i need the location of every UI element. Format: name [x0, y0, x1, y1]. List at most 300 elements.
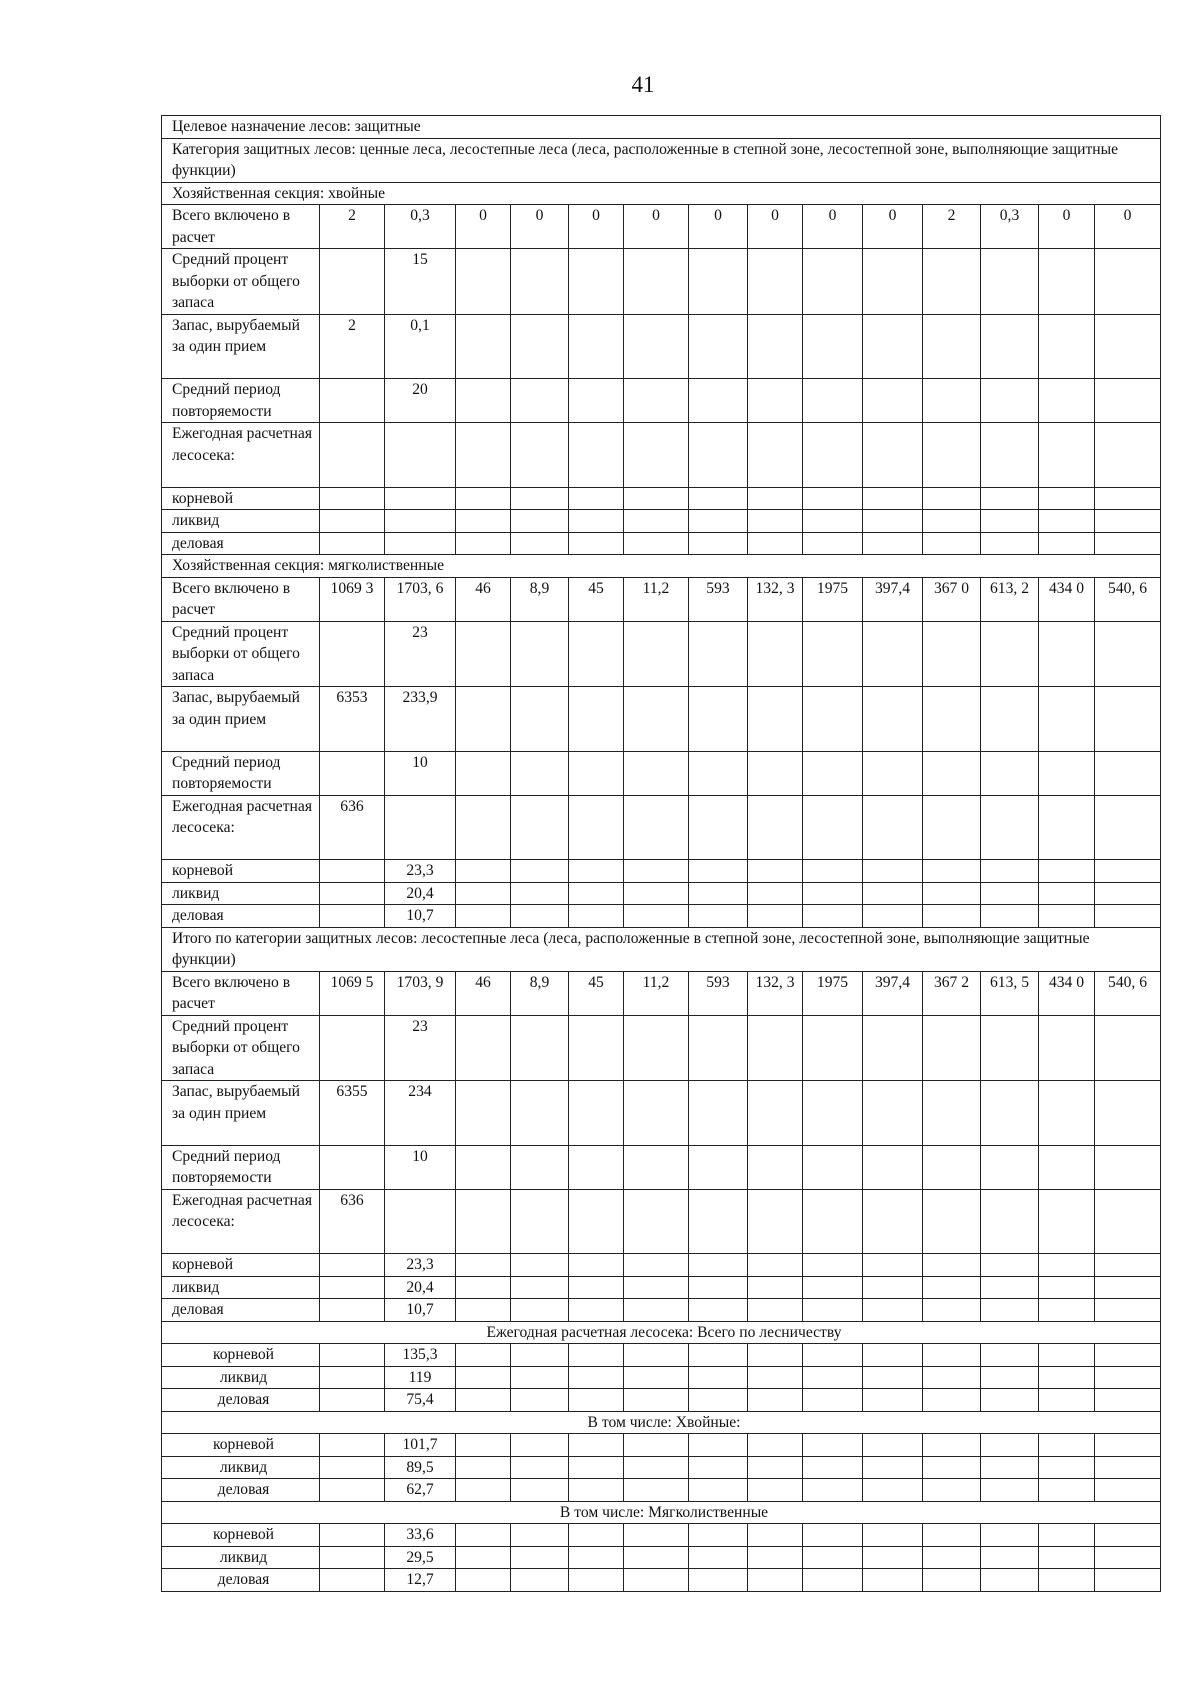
table-row [162, 1015, 1161, 1081]
table-cell [863, 905, 923, 928]
table-cell [863, 314, 923, 379]
table-row [162, 1081, 1161, 1146]
table-cell [569, 687, 624, 752]
table-cell [863, 1189, 923, 1254]
table-cell: 45 [569, 971, 624, 1015]
table-cell [923, 1366, 981, 1389]
table-cell [569, 532, 624, 555]
table-cell [320, 1479, 385, 1502]
table-cell [923, 314, 981, 379]
table-cell [689, 1015, 748, 1081]
table-cell [624, 1081, 689, 1146]
table-cell [1039, 1546, 1095, 1569]
table-cell [385, 795, 456, 860]
table-cell [863, 423, 923, 488]
table-cell [748, 795, 803, 860]
table-row [162, 1189, 1161, 1254]
table-cell [981, 314, 1039, 379]
table-cell [803, 1344, 863, 1367]
row-label: Средний период повторяемости [162, 751, 320, 795]
table-cell [385, 487, 456, 510]
table-cell: 2 [320, 314, 385, 379]
table-cell: 10 [385, 1145, 456, 1189]
table-cell [456, 249, 511, 315]
table-cell [320, 1276, 385, 1299]
table-cell [624, 1479, 689, 1502]
table-cell [511, 621, 569, 687]
table-cell [981, 1081, 1039, 1146]
row-label: Запас, вырубаемый за один прием [162, 687, 320, 752]
table-cell [1095, 1389, 1161, 1412]
table-cell [320, 751, 385, 795]
table-cell [456, 510, 511, 533]
table-cell [511, 1015, 569, 1081]
table-cell [803, 1081, 863, 1146]
table-cell [1095, 882, 1161, 905]
table-cell [624, 860, 689, 883]
table-cell [748, 882, 803, 905]
table-cell [511, 1145, 569, 1189]
table-cell [1095, 249, 1161, 315]
table-cell [320, 1524, 385, 1547]
table-cell [923, 1254, 981, 1277]
table-cell [981, 1145, 1039, 1189]
table-cell [923, 1081, 981, 1146]
table-cell [1039, 423, 1095, 488]
table-cell [689, 795, 748, 860]
table-cell [511, 1299, 569, 1322]
table-cell [1039, 1479, 1095, 1502]
table-cell [1039, 687, 1095, 752]
table-cell [748, 687, 803, 752]
table-cell [923, 1434, 981, 1457]
table-cell [803, 1189, 863, 1254]
row-label: Средний процент выборки от общего запаса [162, 249, 320, 315]
table-cell [1095, 532, 1161, 555]
table-cell [1095, 860, 1161, 883]
row-label: деловая [162, 905, 320, 928]
table-cell [320, 249, 385, 315]
table-cell [385, 423, 456, 488]
table-cell [1095, 1145, 1161, 1189]
row-label: Ежегодная расчетная лесосека: [162, 1189, 320, 1254]
table-row [162, 205, 1161, 249]
table-cell [1039, 1189, 1095, 1254]
table-cell [1039, 314, 1095, 379]
table-cell: 75,4 [385, 1389, 456, 1412]
table-cell [923, 1456, 981, 1479]
table-cell [1095, 314, 1161, 379]
allowable-cut-table [161, 115, 1161, 1592]
table-cell [511, 751, 569, 795]
table-cell [456, 1434, 511, 1457]
summary-title [162, 1411, 1161, 1434]
table-cell [689, 687, 748, 752]
table-cell [803, 1456, 863, 1479]
table-cell [511, 1389, 569, 1412]
table-cell [923, 1389, 981, 1412]
table-cell [569, 1344, 624, 1367]
table-cell [923, 1479, 981, 1502]
table-cell [689, 510, 748, 533]
table-cell [863, 1479, 923, 1502]
table-cell [456, 1344, 511, 1367]
table-cell [863, 795, 923, 860]
section-title-text: Итого по категории защитных лесов: лесостепные леса (леса, расположенные в степной зоне, лесостепной зоне, выполняющие защитные функции) [162, 927, 1161, 971]
table-cell [511, 860, 569, 883]
table-cell [863, 1546, 923, 1569]
table-cell [320, 532, 385, 555]
table-cell [803, 860, 863, 883]
table-cell [624, 687, 689, 752]
category-header-text: Категория защитных лесов: ценные леса, лесостепные леса (леса, расположенные в степной зоне, лесостепной зоне, выполняющие защитные функции) [162, 138, 1161, 182]
table-row [162, 577, 1161, 621]
table-cell [863, 751, 923, 795]
row-label: деловая [162, 1389, 320, 1412]
table-cell: 1069 3 [320, 577, 385, 621]
table-cell [863, 510, 923, 533]
table-cell [320, 1299, 385, 1322]
table-cell [1095, 795, 1161, 860]
table-cell [1095, 487, 1161, 510]
table-cell [923, 1015, 981, 1081]
table-cell [1039, 1299, 1095, 1322]
table-cell [456, 1366, 511, 1389]
table-cell [748, 1524, 803, 1547]
table-cell [569, 795, 624, 860]
section-title-text: Хозяйственная секция: мягколиственные [162, 555, 1161, 578]
table-cell: 636 [320, 1189, 385, 1254]
table-row [162, 1366, 1161, 1389]
table-cell [569, 487, 624, 510]
table-cell [1039, 1145, 1095, 1189]
table-cell [863, 249, 923, 315]
table-cell: 1703, 9 [385, 971, 456, 1015]
table-cell [748, 532, 803, 555]
table-cell [923, 487, 981, 510]
table-row [162, 860, 1161, 883]
table-cell [981, 510, 1039, 533]
table-cell: 23 [385, 621, 456, 687]
table-cell [981, 1344, 1039, 1367]
row-label: Всего включено в расчет [162, 205, 320, 249]
table-cell [1095, 751, 1161, 795]
table-cell: 23,3 [385, 1254, 456, 1277]
table-cell [456, 1524, 511, 1547]
row-label: ликвид [162, 882, 320, 905]
table-row [162, 487, 1161, 510]
row-label: Средний процент выборки от общего запаса [162, 1015, 320, 1081]
table-cell [1095, 510, 1161, 533]
row-label: Ежегодная расчетная лесосека: [162, 423, 320, 488]
table-cell [689, 532, 748, 555]
table-cell [863, 532, 923, 555]
table-cell [981, 423, 1039, 488]
table-cell [511, 1479, 569, 1502]
table-cell [803, 1254, 863, 1277]
table-cell [689, 882, 748, 905]
table-cell [981, 1366, 1039, 1389]
table-cell [511, 379, 569, 423]
table-cell [863, 379, 923, 423]
table-cell [923, 423, 981, 488]
table-cell [569, 905, 624, 928]
table-cell [511, 795, 569, 860]
table-cell [456, 532, 511, 555]
table-cell [624, 751, 689, 795]
table-cell [624, 1145, 689, 1189]
table-cell [569, 1546, 624, 1569]
table-cell [511, 1456, 569, 1479]
table-cell [456, 751, 511, 795]
table-row [162, 314, 1161, 379]
table-cell [981, 751, 1039, 795]
table-cell: 613, 5 [981, 971, 1039, 1015]
table-cell [863, 687, 923, 752]
table-cell [456, 314, 511, 379]
table-cell: 135,3 [385, 1344, 456, 1367]
table-cell [511, 487, 569, 510]
table-cell [923, 860, 981, 883]
table-cell [511, 1344, 569, 1367]
table-cell [1095, 423, 1161, 488]
table-cell [748, 1276, 803, 1299]
table-cell [569, 1299, 624, 1322]
table-cell [1039, 751, 1095, 795]
table-cell [863, 621, 923, 687]
table-cell [456, 882, 511, 905]
table-cell [748, 1569, 803, 1592]
table-cell [624, 532, 689, 555]
table-cell: 1703, 6 [385, 577, 456, 621]
row-label: Средний процент выборки от общего запаса [162, 621, 320, 687]
table-cell [320, 1389, 385, 1412]
table-cell [981, 905, 1039, 928]
table-cell: 233,9 [385, 687, 456, 752]
table-cell [1039, 905, 1095, 928]
table-cell [748, 1479, 803, 1502]
table-cell [1095, 1434, 1161, 1457]
table-cell [320, 1366, 385, 1389]
table-cell [923, 532, 981, 555]
table-cell: 593 [689, 577, 748, 621]
summary-title-text: В том числе: Хвойные: [162, 1411, 1161, 1434]
row-label: корневой [162, 1524, 320, 1547]
table-cell [863, 882, 923, 905]
table-cell: 62,7 [385, 1479, 456, 1502]
table-cell [511, 532, 569, 555]
table-cell [803, 751, 863, 795]
table-cell [320, 487, 385, 510]
table-cell: 11,2 [624, 577, 689, 621]
table-cell [511, 1524, 569, 1547]
table-cell: 119 [385, 1366, 456, 1389]
table-cell [803, 1389, 863, 1412]
row-label: корневой [162, 1434, 320, 1457]
table-cell [689, 1389, 748, 1412]
table-cell [981, 379, 1039, 423]
table-cell [569, 1254, 624, 1277]
table-cell [689, 621, 748, 687]
table-cell [748, 1456, 803, 1479]
table-cell [456, 1081, 511, 1146]
table-cell [863, 1456, 923, 1479]
table-cell [569, 1276, 624, 1299]
table-cell [923, 249, 981, 315]
table-cell [385, 510, 456, 533]
table-cell [456, 905, 511, 928]
table-cell [748, 1366, 803, 1389]
table-cell [624, 882, 689, 905]
row-label: ликвид [162, 1276, 320, 1299]
table-cell [923, 1569, 981, 1592]
table-cell [511, 249, 569, 315]
table-cell [923, 795, 981, 860]
table-row [162, 687, 1161, 752]
table-cell [689, 1299, 748, 1322]
table-cell [689, 1546, 748, 1569]
row-label: Всего включено в расчет [162, 577, 320, 621]
table-row [162, 621, 1161, 687]
table-cell [748, 510, 803, 533]
table-cell [923, 1299, 981, 1322]
table-cell [456, 1015, 511, 1081]
table-cell [863, 1081, 923, 1146]
table-cell [624, 510, 689, 533]
table-cell [981, 860, 1039, 883]
table-cell [689, 751, 748, 795]
table-cell [689, 1366, 748, 1389]
table-cell [456, 860, 511, 883]
table-cell [569, 1434, 624, 1457]
table-cell [1095, 1254, 1161, 1277]
table-cell: 10,7 [385, 905, 456, 928]
table-cell [981, 795, 1039, 860]
table-row [162, 1389, 1161, 1412]
table-cell: 540, 6 [1095, 577, 1161, 621]
table-row [162, 1276, 1161, 1299]
table-cell [748, 905, 803, 928]
table-cell [748, 860, 803, 883]
table-row [162, 249, 1161, 315]
table-cell [748, 1189, 803, 1254]
table-cell [624, 1189, 689, 1254]
table-cell [569, 1389, 624, 1412]
table-cell [748, 379, 803, 423]
table-cell [923, 1145, 981, 1189]
table-cell [981, 1015, 1039, 1081]
table-cell [511, 905, 569, 928]
table-cell [569, 621, 624, 687]
table-cell [456, 1189, 511, 1254]
table-cell: 46 [456, 577, 511, 621]
table-cell [1039, 510, 1095, 533]
table-cell [320, 1015, 385, 1081]
table-cell [803, 379, 863, 423]
table-cell: 46 [456, 971, 511, 1015]
table-row [162, 1145, 1161, 1189]
table-cell [863, 860, 923, 883]
table-cell [511, 1569, 569, 1592]
row-label: Средний период повторяемости [162, 1145, 320, 1189]
table-cell [923, 510, 981, 533]
table-cell [1039, 1366, 1095, 1389]
table-cell [624, 1524, 689, 1547]
table-cell [624, 1344, 689, 1367]
table-cell: 434 0 [1039, 577, 1095, 621]
table-cell [1039, 1276, 1095, 1299]
table-cell [569, 510, 624, 533]
table-cell [981, 532, 1039, 555]
table-cell [624, 379, 689, 423]
table-cell [923, 687, 981, 752]
row-label: Запас, вырубаемый за один прием [162, 314, 320, 379]
table-cell [863, 1145, 923, 1189]
table-row [162, 510, 1161, 533]
table-cell: 0,3 [981, 205, 1039, 249]
table-cell: 33,6 [385, 1524, 456, 1547]
table-cell: 23 [385, 1015, 456, 1081]
table-cell [981, 487, 1039, 510]
table-cell [981, 1389, 1039, 1412]
table-cell [689, 487, 748, 510]
table-row [162, 1254, 1161, 1277]
table-cell: 234 [385, 1081, 456, 1146]
table-cell [863, 1276, 923, 1299]
section-title [162, 182, 1161, 205]
table-cell [624, 1434, 689, 1457]
table-cell [803, 795, 863, 860]
table-cell [923, 1546, 981, 1569]
table-cell [624, 423, 689, 488]
row-label: корневой [162, 487, 320, 510]
table-cell [803, 314, 863, 379]
table-cell [1095, 905, 1161, 928]
table-cell [923, 1189, 981, 1254]
table-cell [689, 905, 748, 928]
table-cell [1095, 687, 1161, 752]
table-cell [981, 1479, 1039, 1502]
table-cell: 397,4 [863, 577, 923, 621]
table-cell [923, 1344, 981, 1367]
table-cell [1039, 1081, 1095, 1146]
table-cell [569, 1479, 624, 1502]
table-cell: 0,3 [385, 205, 456, 249]
table-cell: 8,9 [511, 971, 569, 1015]
table-cell [320, 860, 385, 883]
table-cell [456, 1254, 511, 1277]
table-cell [624, 1015, 689, 1081]
table-cell [689, 314, 748, 379]
table-cell [863, 1434, 923, 1457]
table-cell [569, 1081, 624, 1146]
table-cell [624, 1569, 689, 1592]
table-cell: 613, 2 [981, 577, 1039, 621]
table-cell: 1069 5 [320, 971, 385, 1015]
table-cell [981, 1569, 1039, 1592]
table-cell [511, 423, 569, 488]
table-cell [981, 1524, 1039, 1547]
table-cell [863, 1366, 923, 1389]
table-cell [981, 1456, 1039, 1479]
table-cell [923, 882, 981, 905]
table-cell: 6353 [320, 687, 385, 752]
table-cell [981, 687, 1039, 752]
table-cell [320, 1569, 385, 1592]
table-cell [923, 1276, 981, 1299]
table-cell [981, 1434, 1039, 1457]
table-cell: 0 [803, 205, 863, 249]
